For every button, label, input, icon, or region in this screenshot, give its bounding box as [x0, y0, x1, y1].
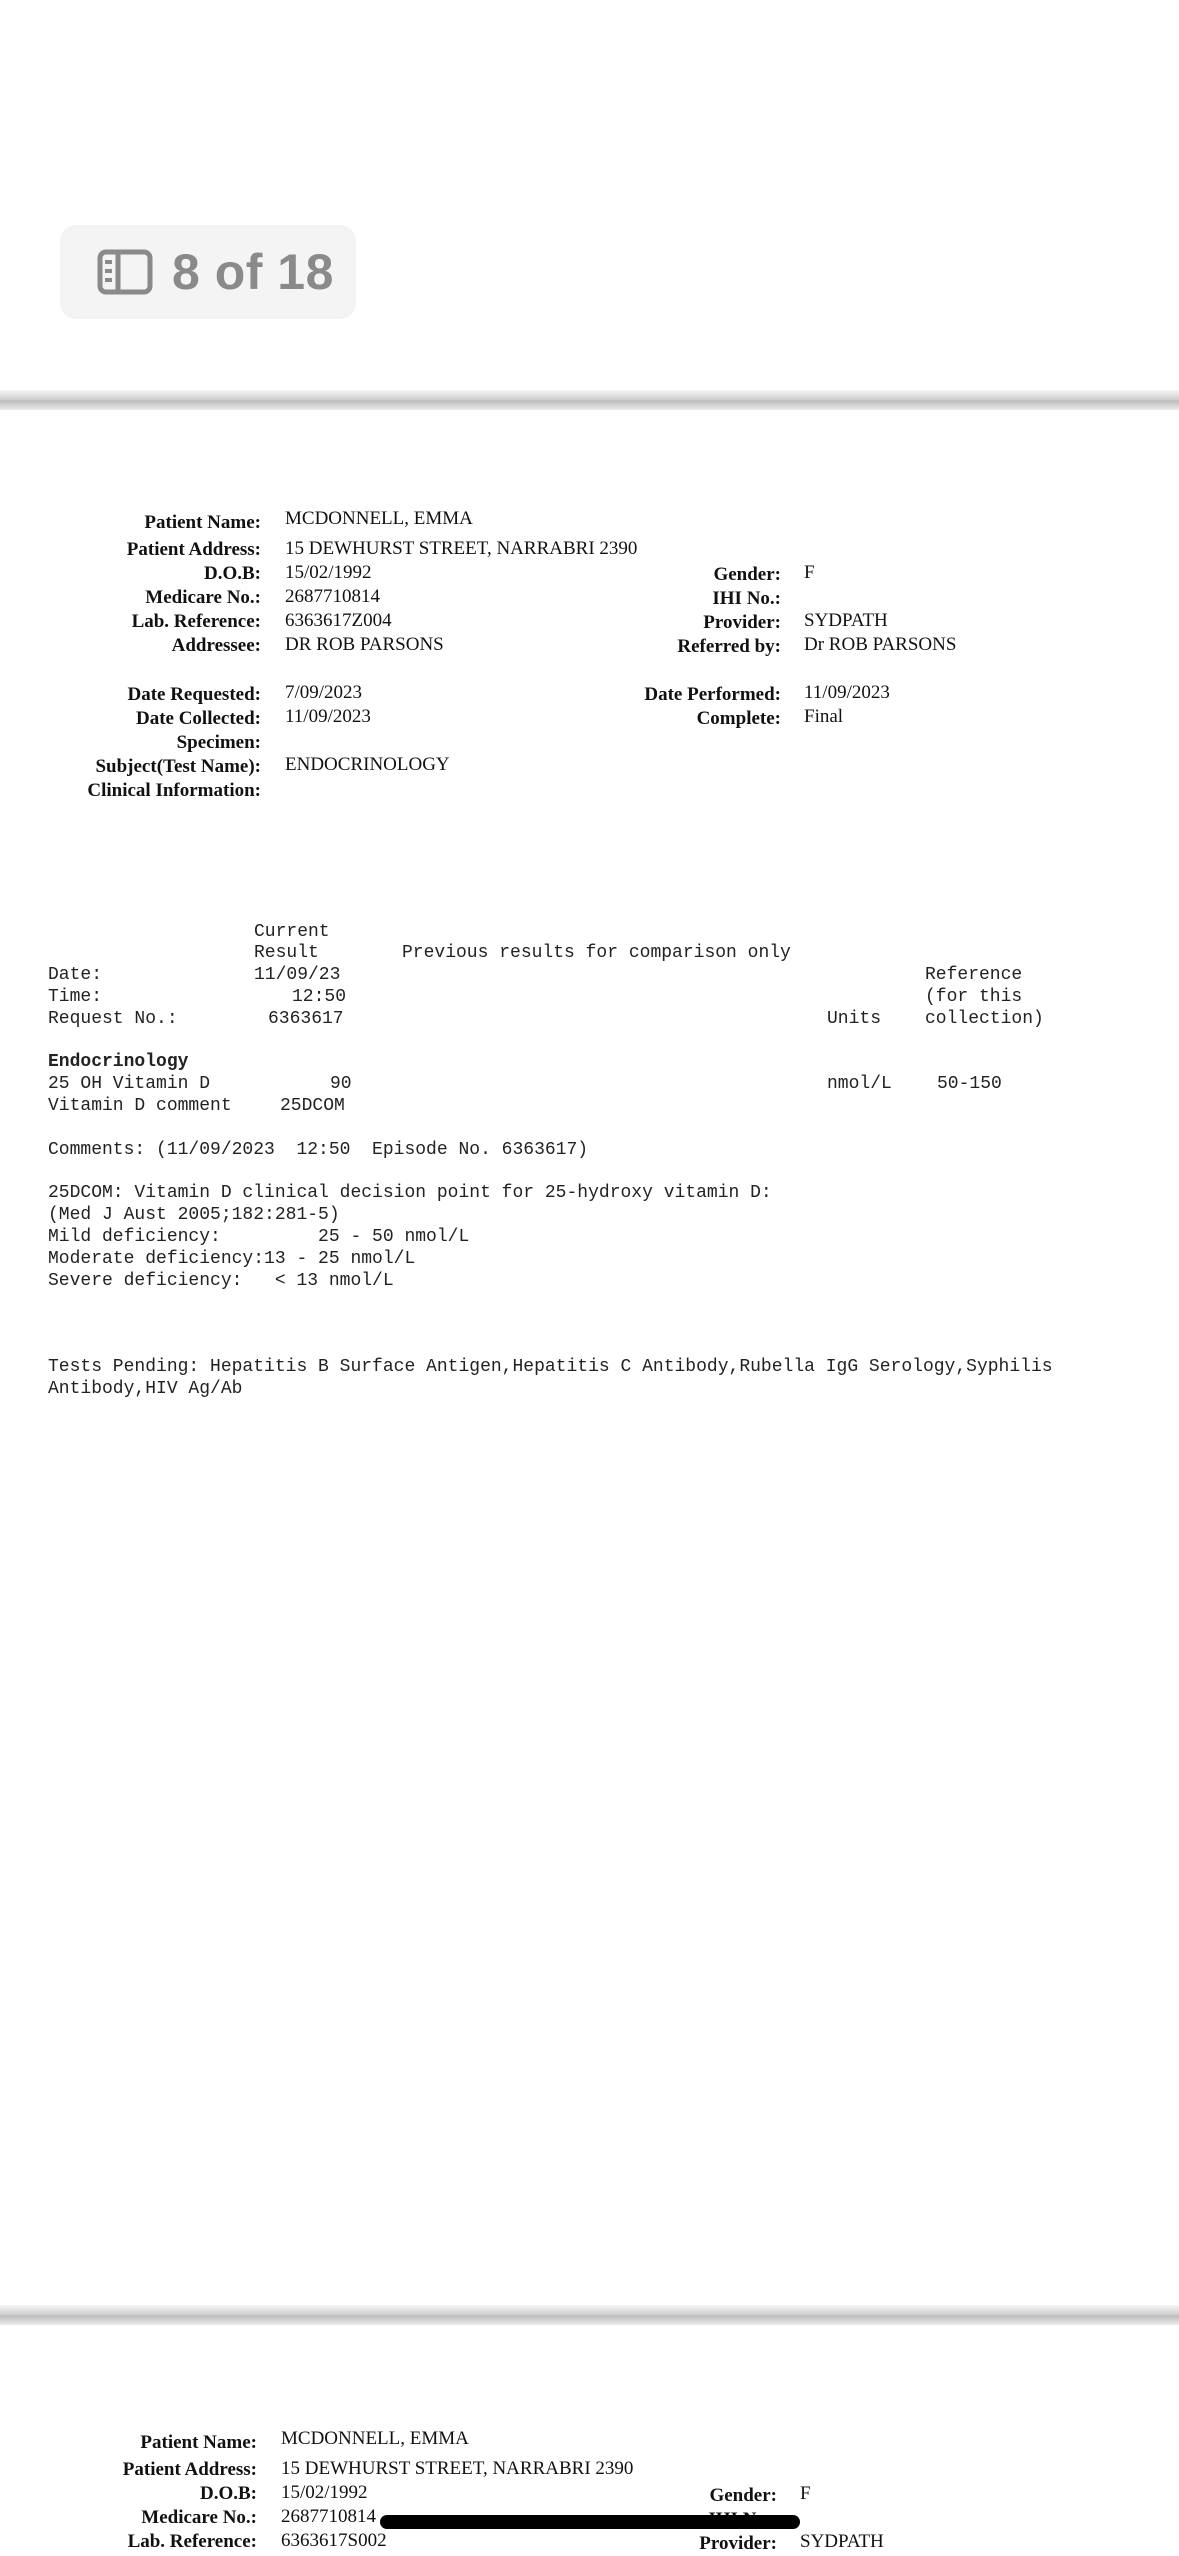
- lab-reference-label: Lab. Reference:: [127, 2531, 257, 2552]
- time-row-label: Time:: [48, 987, 103, 1007]
- patient-address: 15 DEWHURST STREET, NARRABRI 2390: [281, 2458, 634, 2479]
- request-row-label: Request No.:: [48, 1009, 178, 1029]
- patient-name-label: Patient Name:: [140, 2432, 257, 2453]
- dob-label: D.O.B:: [204, 563, 261, 584]
- test-value: 25DCOM: [280, 1096, 345, 1116]
- page-separator: [0, 390, 1179, 410]
- provider-label: Provider:: [699, 2533, 777, 2554]
- lab-reference: 6363617S002: [281, 2530, 387, 2551]
- test-units: nmol/L: [827, 1074, 892, 1094]
- reference-heading: collection): [925, 1009, 1044, 1029]
- section-heading: Endocrinology: [48, 1052, 189, 1072]
- date-performed-label: Date Performed:: [644, 684, 781, 705]
- addressee: DR ROB PARSONS: [285, 634, 444, 655]
- date-collected-label: Date Collected:: [135, 708, 261, 729]
- patient-name: MCDONNELL, EMMA: [285, 508, 473, 529]
- referred-by: Dr ROB PARSONS: [804, 634, 957, 655]
- referred-by-label: Referred by:: [677, 636, 781, 657]
- date-collected: 11/09/2023: [285, 706, 371, 727]
- dob-label: D.O.B:: [200, 2483, 257, 2504]
- patient-name: MCDONNELL, EMMA: [281, 2428, 469, 2449]
- request-row-value: 6363617: [268, 1009, 344, 1029]
- comment-text: Moderate deficiency:13 - 25 nmol/L: [48, 1249, 416, 1269]
- patient-address: 15 DEWHURST STREET, NARRABRI 2390: [285, 538, 638, 559]
- tests-pending: Tests Pending: Hepatitis B Surface Antigen,Hepatitis C Antibody,Rubella IgG Serology,Syphilis: [48, 1357, 1053, 1377]
- addressee-label: Addressee:: [171, 635, 261, 656]
- dob: 15/02/1992: [285, 562, 372, 583]
- home-indicator[interactable]: [380, 2515, 800, 2529]
- medicare-label: Medicare No.:: [141, 2507, 257, 2528]
- date-requested: 7/09/2023: [285, 682, 363, 703]
- page-separator: [0, 2305, 1179, 2325]
- subject: ENDOCRINOLOGY: [285, 754, 450, 775]
- reference-heading: (for this: [925, 987, 1023, 1007]
- patient-address-label: Patient Address:: [126, 539, 261, 560]
- medicare-number: 2687710814: [285, 586, 380, 607]
- tests-pending: Antibody,HIV Ag/Ab: [48, 1379, 243, 1399]
- comment-text: Severe deficiency: < 13 nmol/L: [48, 1271, 394, 1291]
- test-reference: 50-150: [937, 1074, 1002, 1094]
- complete-status: Final: [804, 706, 844, 727]
- ihi-label: IHI No.:: [712, 588, 781, 609]
- units-heading: Units: [827, 1009, 882, 1029]
- date-performed: 11/09/2023: [804, 682, 890, 703]
- clinical-info-label: Clinical Information:: [87, 780, 261, 801]
- date-row-label: Date:: [48, 965, 103, 985]
- provider: SYDPATH: [804, 610, 888, 631]
- reference-heading: Reference: [925, 965, 1023, 985]
- gender-label: Gender:: [713, 564, 781, 585]
- current-result-heading: Result: [254, 943, 319, 963]
- patient-address-label: Patient Address:: [122, 2459, 257, 2480]
- subject-label: Subject(Test Name):: [95, 756, 261, 777]
- current-result-heading: Current: [254, 922, 330, 942]
- gender: F: [804, 562, 815, 583]
- gender: F: [800, 2483, 811, 2504]
- gender-label: Gender:: [709, 2485, 777, 2506]
- patient-name-label: Patient Name:: [144, 512, 261, 533]
- provider-label: Provider:: [703, 612, 781, 633]
- sidebar-icon: [97, 249, 153, 295]
- time-row-value: 12:50: [292, 987, 347, 1007]
- lab-reference: 6363617Z004: [285, 610, 392, 631]
- comments-line: Comments: (11/09/2023 12:50 Episode No. 6363617): [48, 1140, 589, 1160]
- lab-reference-label: Lab. Reference:: [131, 611, 261, 632]
- page-indicator-text: 8 of 18: [172, 244, 334, 300]
- complete-label: Complete:: [696, 708, 781, 729]
- test-name: 25 OH Vitamin D: [48, 1074, 211, 1094]
- date-requested-label: Date Requested:: [127, 684, 261, 705]
- dob: 15/02/1992: [281, 2482, 368, 2503]
- comment-text: (Med J Aust 2005;182:281-5): [48, 1205, 340, 1225]
- specimen-label: Specimen:: [176, 732, 261, 753]
- medicare-label: Medicare No.:: [145, 587, 261, 608]
- test-value: 90: [330, 1074, 352, 1094]
- provider: SYDPATH: [800, 2531, 884, 2552]
- comment-text: 25DCOM: Vitamin D clinical decision point for 25-hydroxy vitamin D:: [48, 1183, 772, 1203]
- page-indicator[interactable]: [60, 225, 356, 319]
- date-row-value: 11/09/23: [254, 965, 341, 985]
- test-name: Vitamin D comment: [48, 1096, 232, 1116]
- previous-results-heading: Previous results for comparison only: [402, 943, 791, 963]
- medicare-number: 2687710814: [281, 2506, 376, 2527]
- comment-text: Mild deficiency: 25 - 50 nmol/L: [48, 1227, 470, 1247]
